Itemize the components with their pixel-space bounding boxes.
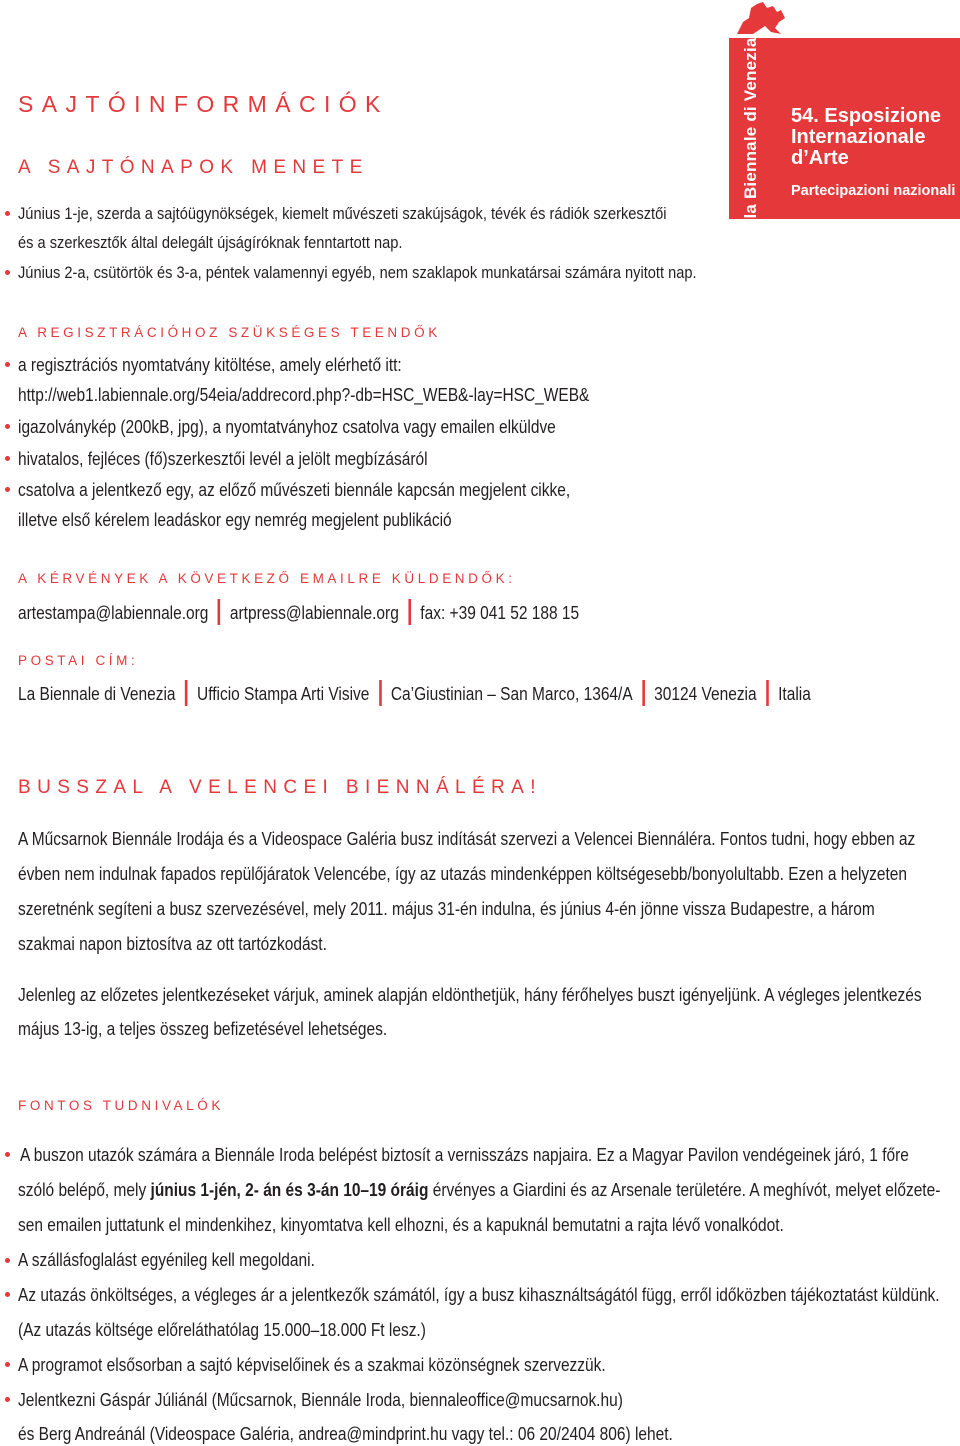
postal-part-5: Italia (778, 684, 811, 704)
separator (379, 680, 382, 706)
registration-item-1-line1: a regisztrációs nyomtatvány kitöltése, amely elérhető itt: (18, 355, 402, 375)
section-title-press-days: A SAJTÓNAPOK MENETE (18, 157, 369, 178)
separator (408, 599, 411, 625)
bus-p2-line1: Jelenleg az előzetes jelentkezéseket várjuk, aminek alapján eldönthetjük, hány férőhelyes buszt igényeljünk. A végleges jelentkezés (18, 985, 922, 1005)
info-b5-line2: és Berg Andreánál (Videospace Galéria, andrea@mindprint.hu vagy tel.: 06 20/2404 806) lehet. (18, 1424, 673, 1444)
logo-title-line1: 54. Esposizione (791, 105, 942, 127)
info-b1-line2: szóló belépő, mely június 1-jén, 2- án és 3-án 10–19 óráig érvényes a Giardini és az Arsenale területére. A meghívót, melyet előzete- (18, 1180, 941, 1200)
registration-heading: A REGISZTRÁCIÓHOZ SZÜKSÉGES TEENDŐK (18, 325, 441, 340)
bullet-icon (5, 211, 10, 216)
press-day-1-line1: Június 1-je, szerda a sajtóügynökségek, kiemelt művészeti szakújságok, tévék és rádiók szerkesztői (18, 204, 667, 223)
postal-part-4: 30124 Venezia (654, 684, 757, 704)
registration-url[interactable]: http://web1.labiennale.org/54eia/addrecord.php?-db=HSC_WEB&-lay=HSC_WEB& (18, 385, 590, 405)
bullet-icon (5, 1152, 10, 1157)
logo-vertical-label: la Biennale di Venezia (741, 37, 760, 219)
info-b1-line1: A buszon utazók számára a Biennále Iroda belépést biztosít a vernisszázs napjaira. Ez a Magyar Pavilon vendégeinek járó, 1 főre (20, 1145, 909, 1165)
postal-part-2: Ufficio Stampa Arti Visive (197, 684, 370, 704)
page-title: SAJTÓINFORMÁCIÓK (18, 91, 389, 117)
postal-part-3: Ca’Giustinian – San Marco, 1364/A (390, 684, 633, 704)
logo-title-line3: d’Arte (791, 147, 849, 169)
bullet-icon (5, 1292, 10, 1297)
postal-part-1: La Biennale di Venezia (18, 684, 176, 704)
bus-p1-line2: évben nem indulnak fapados repülőjáratok Velencébe, így az utazás mindenképpen költségesebb/bonyolultabb. Ezen a helyzeten (18, 864, 907, 884)
press-day-2: Június 2-a, csütörtök és 3-a, péntek valamennyi egyéb, nem szaklapok munkatársai számára nyitott nap. (18, 263, 697, 282)
bus-p1-line3: szeretnénk segíteni a busz szervezésével, mely 2011. május 31-én indulna, és június 4-én jönne vissza Budapestre, a három (18, 899, 875, 919)
email-link-artestampa[interactable]: artestampa@labiennale.org (18, 603, 209, 623)
contacts-heading: A KÉRVÉNYEK A KÖVETKEZŐ EMAILRE KÜLDENDŐK: (18, 571, 516, 586)
bullet-icon (5, 1362, 10, 1367)
bus-p1-line4: szakmai napon biztosítva az ott tartózkodást. (18, 934, 327, 954)
registration-item-2: igazolványkép (200kB, jpg), a nyomtatványhoz csatolva vagy emailen elküldve (18, 417, 556, 437)
bullet-icon (5, 487, 10, 492)
bullet-icon (5, 456, 10, 461)
postal-heading: POSTAI CÍM: (18, 653, 139, 668)
bullet-icon (5, 362, 10, 367)
separator (642, 680, 645, 706)
info-b1-line3: sen emailen juttatunk el mindenkihez, kinyomtatva kell elhozni, és a kapuknál bemutatni a rajta lévő vonalkódot. (18, 1215, 784, 1235)
email-link-artpress[interactable]: artpress@labiennale.org (229, 603, 399, 623)
bus-p1-line1: A Műcsarnok Biennále Irodája és a Videospace Galéria busz indítását szervezi a Velencei Biennáléra. Fontos tudni, hogy ebben az (18, 829, 916, 849)
contacts-line (18, 599, 579, 625)
separator (185, 680, 188, 706)
bus-p2-line2: május 13-ig, a teljes összeg befizetésével lehetséges. (18, 1019, 388, 1039)
bullet-icon (5, 270, 10, 275)
bullet-icon (5, 1397, 10, 1402)
biennale-logo (729, 0, 960, 219)
info-b2: A szállásfoglalást egyénileg kell megoldani. (18, 1250, 315, 1270)
info-b5-line1: Jelentkezni Gáspár Júliánál (Műcsarnok, Biennále Iroda, biennaleoffice@mucsarnok.hu) (18, 1390, 623, 1410)
registration-item-3: hivatalos, fejléces (fő)szerkesztői levél a jelölt megbízásáról (18, 449, 428, 469)
info-heading: FONTOS TUDNIVALÓK (18, 1098, 224, 1113)
separator (218, 599, 221, 625)
fax-number: fax: +39 041 52 188 15 (420, 603, 580, 623)
info-b3-line1: Az utazás önköltséges, a végleges ár a jelentkezők számától, így a busz kihasználtságától függ, erről időközben tájékoztatást küldünk. (18, 1285, 940, 1305)
bus-heading: BUSSZAL A VELENCEI BIENNÁLÉRA! (18, 777, 542, 798)
info-b3-line2: (Az utazás költsége előreláthatólag 15.000–18.000 Ft lesz.) (18, 1320, 426, 1340)
press-day-1-line2: és a szerkesztők által delegált újságíróknak fenntartott nap. (18, 233, 403, 252)
registration-item-4-line1: csatolva a jelentkező egy, az előző művészeti biennále kapcsán megjelent cikke, (18, 480, 571, 500)
logo-subtitle: Partecipazioni nazionali (791, 183, 956, 199)
registration-item-4-line2: illetve első kérelem leadáskor egy nemrég megjelent publikáció (18, 510, 452, 530)
info-b4: A programot elsősorban a sajtó képviselőinek és a szakmai közönségnek szervezzük. (18, 1355, 606, 1375)
separator (766, 680, 769, 706)
winged-lion-icon (729, 0, 789, 40)
info-dates-bold: június 1-jén, 2- án és 3-án 10–19 óráig (150, 1180, 429, 1200)
logo-title-line2: Internazionale (791, 126, 926, 148)
bullet-icon (5, 424, 10, 429)
bullet-icon (5, 1258, 10, 1263)
postal-address (18, 680, 811, 706)
